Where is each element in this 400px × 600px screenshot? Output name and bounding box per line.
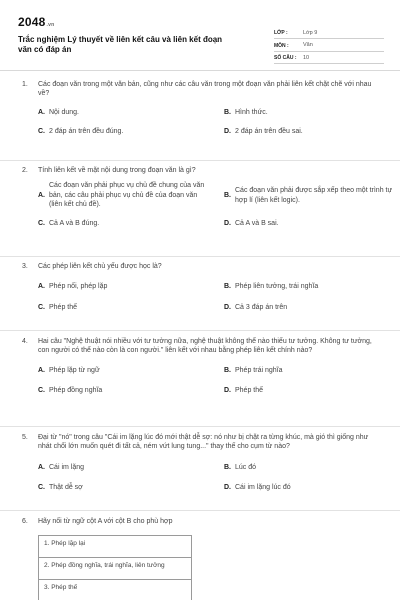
- question-5: [22, 427, 380, 510]
- option-letter: B.: [224, 283, 231, 291]
- meta-row-class: [274, 28, 384, 39]
- question-number: 1.: [22, 81, 28, 88]
- option-text: Phép liên tưởng, trái nghĩa: [235, 283, 319, 291]
- option-text: 2 đáp án trên đều sai.: [235, 128, 303, 136]
- option-letter: D.: [224, 219, 231, 227]
- option-text: Lúc đó: [235, 463, 257, 471]
- option-c[interactable]: [38, 303, 210, 312]
- question-number: 6.: [22, 518, 28, 525]
- match-item[interactable]: 3. Phép thế: [44, 584, 78, 592]
- option-letter: A.: [38, 283, 45, 291]
- option-text: 2 đáp án trên đều đúng.: [49, 128, 124, 136]
- option-text: Phép trái nghĩa: [235, 366, 283, 374]
- option-a[interactable]: [38, 366, 210, 375]
- meta-value: 10: [303, 54, 310, 61]
- document-header: [18, 14, 384, 62]
- meta-key: SỐ CÂU :: [274, 55, 297, 62]
- option-text: Phép thế: [49, 303, 78, 311]
- question-number: 3.: [22, 263, 28, 270]
- meta-row-subject: [274, 41, 384, 52]
- option-text: Các đoạn văn phải phục vụ chủ đề chung của văn bản, các câu phải phục vụ chủ đề của đoạn văn (liên kết chủ đề).: [49, 182, 205, 209]
- question-text: Các đoạn văn trong một văn bản, cũng như các câu văn trong một đoạn văn phải liên kết chặt chẽ với nhau về?: [38, 81, 372, 98]
- match-item[interactable]: 2. Phép đồng nghĩa, trái nghĩa, liên tưởng: [39, 558, 191, 580]
- option-a[interactable]: [38, 463, 210, 472]
- question-text: Hãy nối từ ngữ cột A với cột B cho phù hợp: [38, 518, 173, 525]
- question-text: Các phép liên kết chủ yếu được học là?: [38, 263, 162, 270]
- option-text: Các đoạn văn phải được sắp xếp theo một trình tự hợp lí (liên kết logic).: [235, 187, 393, 204]
- option-text: Nội dung.: [49, 108, 79, 116]
- match-item[interactable]: 1. Phép lặp lại: [39, 536, 191, 558]
- meta-key: LỚP :: [274, 30, 288, 37]
- option-a[interactable]: [38, 282, 210, 291]
- option-letter: B.: [224, 108, 231, 116]
- logo-suffix: .vn: [46, 22, 55, 28]
- meta-key: MÔN :: [274, 42, 289, 49]
- option-text: Cái im lặng: [49, 463, 85, 471]
- option-letter: A.: [38, 463, 45, 471]
- option-b[interactable]: [224, 463, 396, 472]
- option-b[interactable]: [224, 108, 396, 117]
- option-letter: D.: [224, 303, 231, 311]
- logo-text: 2048: [18, 15, 46, 29]
- option-b[interactable]: [224, 186, 396, 205]
- question-6: [22, 511, 380, 600]
- option-letter: C.: [38, 303, 45, 311]
- option-letter: B.: [224, 366, 231, 374]
- option-letter: D.: [224, 128, 231, 136]
- question-number: 2.: [22, 167, 28, 174]
- question-text: Đại từ "nó" trong câu "Cái im lặng lúc đó mới thật dễ sợ: nó như bị chặt ra từng khúc, mà gió thì giống như nhát chổi lớn muốn quét đi tất cả, ném vứt lung tung..." thay thế cho cụm từ nào?: [38, 434, 369, 451]
- option-text: Phép nối, phép lặp: [49, 283, 108, 291]
- option-a[interactable]: [38, 108, 210, 117]
- option-letter: C.: [38, 484, 45, 492]
- header-divider: [0, 70, 400, 71]
- question-number: 4.: [22, 338, 28, 345]
- option-a[interactable]: [38, 181, 210, 209]
- option-b[interactable]: [224, 366, 396, 375]
- question-number: 5.: [22, 434, 28, 441]
- option-letter: A.: [38, 108, 45, 116]
- option-letter: B.: [224, 463, 231, 471]
- option-text: Cả A và B sai.: [235, 219, 279, 227]
- meta-value: Lớp 9: [303, 29, 318, 36]
- option-d[interactable]: [224, 303, 396, 312]
- option-letter: D.: [224, 484, 231, 492]
- option-text: Cả A và B đúng.: [49, 219, 100, 227]
- question-list: [22, 80, 393, 600]
- option-c[interactable]: [38, 386, 210, 395]
- match-column-a: [38, 535, 192, 600]
- option-text: Cái im lặng lúc đó: [235, 484, 291, 492]
- option-letter: D.: [224, 387, 231, 395]
- option-letter: C.: [38, 128, 45, 136]
- question-text: Hai câu "Nghệ thuật nói nhiều với tư tưởng nữa, nghệ thuật không thể nào thiếu tư tưởng. Không tư tưởng, con người có thể nào còn là con người." liên kết với nhau bằng phép liên kết chính nào?: [38, 338, 372, 355]
- question-text: Tính liên kết về mặt nội dung trong đoạn văn là gì?: [38, 167, 196, 174]
- meta-value: Văn: [303, 42, 313, 49]
- option-c[interactable]: [38, 127, 210, 136]
- option-letter: B.: [224, 191, 231, 199]
- meta-info: [274, 28, 384, 66]
- option-d[interactable]: [224, 483, 396, 492]
- option-c[interactable]: [38, 483, 210, 492]
- option-text: Thật dễ sợ: [49, 484, 83, 492]
- option-d[interactable]: [224, 127, 396, 136]
- document-title: Trắc nghiệm Lý thuyết về liên kết câu và liên kết đoạn văn có đáp án: [18, 35, 223, 55]
- option-text: Phép đồng nghĩa: [49, 387, 103, 395]
- option-text: Hình thức.: [235, 108, 268, 116]
- option-d[interactable]: [224, 386, 396, 395]
- question-3: [22, 257, 380, 330]
- option-b[interactable]: [224, 282, 396, 291]
- option-c[interactable]: [38, 219, 210, 228]
- option-text: Cả 3 đáp án trên: [235, 303, 288, 311]
- option-text: Phép lặp từ ngữ: [49, 366, 100, 374]
- option-d[interactable]: [224, 219, 396, 228]
- site-logo[interactable]: [18, 14, 54, 30]
- question-1: [22, 80, 380, 160]
- option-letter: C.: [38, 219, 45, 227]
- option-letter: A.: [38, 191, 45, 199]
- option-letter: C.: [38, 387, 45, 395]
- question-2: [22, 161, 393, 256]
- option-text: Phép thế: [235, 387, 264, 395]
- meta-row-count: [274, 53, 384, 64]
- question-4: [22, 331, 380, 426]
- option-letter: A.: [38, 366, 45, 374]
